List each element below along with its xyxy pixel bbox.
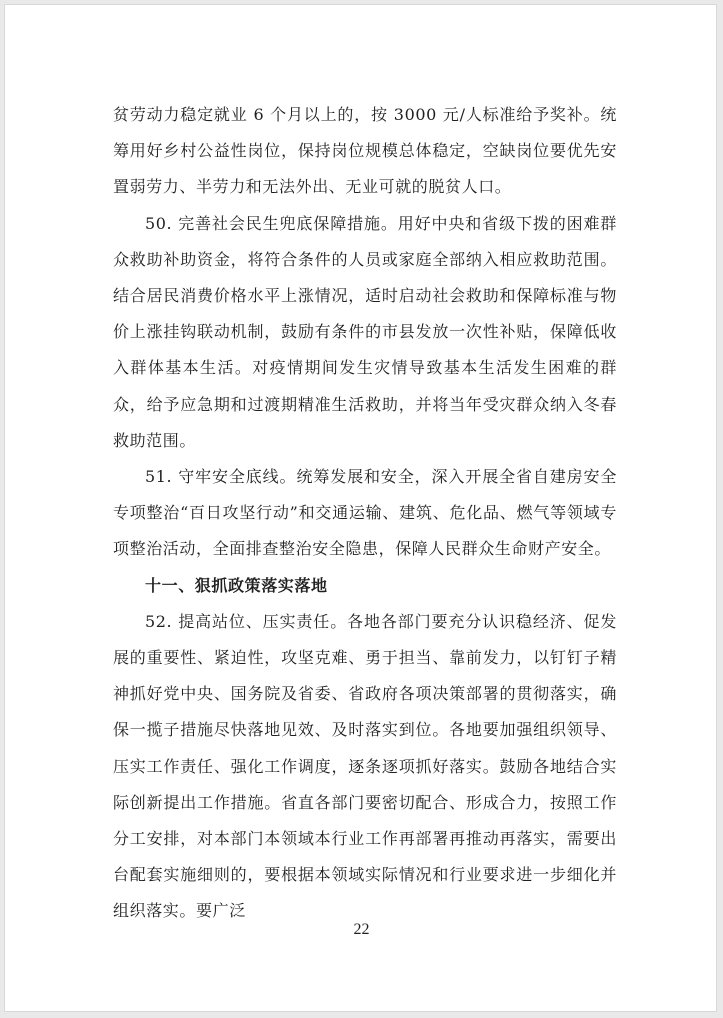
paragraph-item-52: [113, 604, 617, 930]
item-50-text: 用好中央和省级下拨的困难群众救助补助资金，将符合条件的人员或家庭全部纳入相应救助范围。结合居民消费价格水平上涨情况，适时启动社会救助和保障标准与物价上涨挂钩联动机制，鼓励有条件的市县发放一次性补贴，保障低收入群体基本生活。对疫情期间发生灾情导致基本生活发生困难的群众，给予应急期和过渡期精准生活救助，并将当年受灾群众纳入冬春救助范围。: [113, 213, 617, 450]
page-number: 22: [353, 921, 370, 938]
item-52-text: 各地各部门要充分认识稳经济、促发展的重要性、紧迫性，攻坚克难、勇于担当、靠前发力，以钉钉子精神抓好党中央、国务院及省委、省政府各项决策部署的贯彻落实，确保一揽子措施尽快落地见效、及时落实到位。各地要加强组织领导、压实工作责任、强化工作调度，逐条逐项抓好落实。鼓励各地结合实际创新提出工作措施。省直各部门要密切配合、形成合力，按照工作分工安排，对本部门本领域本行业工作再部署再推动再落实，需要出台配套实施细则的，要根据本领域实际情况和行业要求进一步细化并组织落实。要广泛: [113, 611, 617, 921]
item-50-lead: 50. 完善社会民生兜底保障措施。: [145, 213, 398, 233]
section-heading-11: 十一、狠抓政策落实落地: [145, 575, 328, 595]
item-51-text: 统筹发展和安全，深入开展全省自建房安全专项整治“百日攻坚行动”和交通运输、建筑、危化品、燃气等领域专项整治活动，全面排查整治安全隐患，保障人民群众生命财产安全。: [113, 467, 617, 559]
item-51-lead: 51. 守牢安全底线。: [145, 467, 297, 487]
document-body: [113, 97, 617, 930]
paragraph-continued: [113, 97, 617, 206]
paragraph-item-51: [113, 459, 617, 568]
paragraph-text: 贫劳动力稳定就业 6 个月以上的，按 3000 元/人标准给予奖补。统筹用好乡村公益性岗位，保持岗位规模总体稳定，空缺岗位要优先安置弱劳力、半劳力和无法外出、无业可就的脱贫人口。: [113, 105, 617, 197]
item-52-lead: 52. 提高站位、压实责任。: [145, 611, 348, 631]
document-page: [4, 4, 717, 1012]
paragraph-item-50: [113, 206, 617, 459]
